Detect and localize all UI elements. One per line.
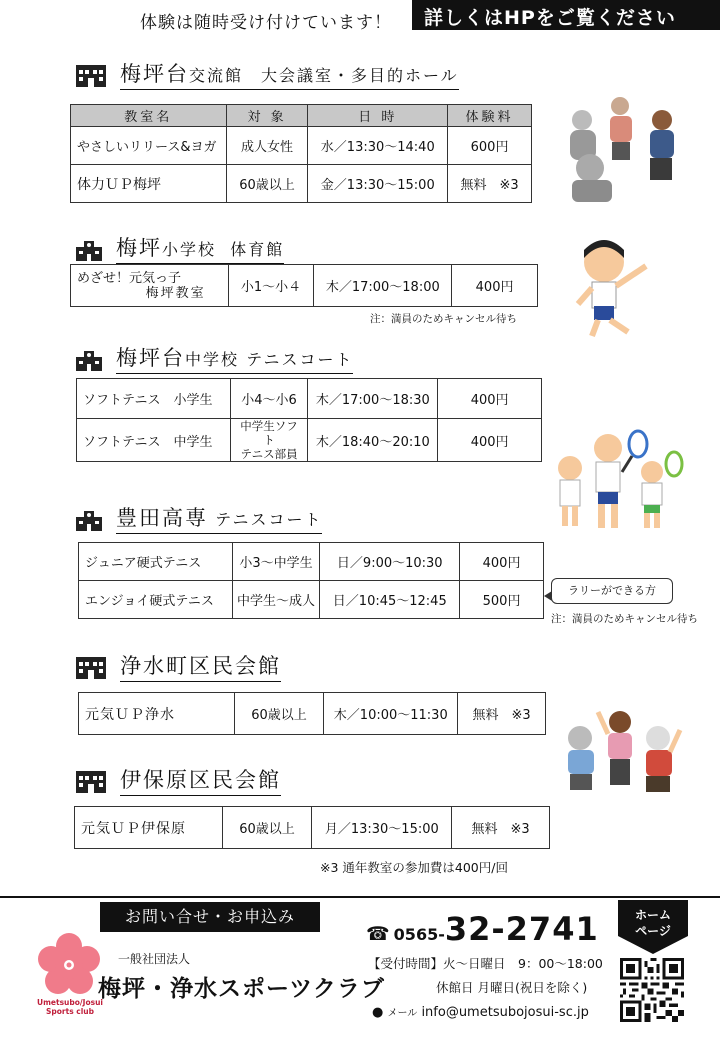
venue-heading-5 (76, 650, 281, 682)
class-name: ソフトテニス 小学生 (77, 379, 231, 419)
class-datetime: 木／17:00～18:30 (308, 379, 438, 419)
class-target: 60歳以上 (222, 807, 312, 849)
class-datetime: 月／13:30～15:00 (312, 807, 452, 849)
venue-name: 梅坪台 (116, 346, 185, 370)
closed-days: 休館日 月曜日(祝日を除く) (436, 980, 588, 995)
venue-name: 梅坪台 (120, 62, 189, 86)
venue-subname: 小学校 (162, 240, 217, 259)
child-running-illustration (572, 236, 656, 342)
table-row (75, 807, 550, 849)
class-fee: 500円 (460, 581, 544, 619)
table-row (71, 127, 532, 165)
homepage-tag[interactable]: ホーム ページ (618, 900, 688, 954)
class-name: ソフトテニス 中学生 (77, 419, 231, 462)
venue-facility: テニスコート (215, 510, 323, 529)
table-row (79, 543, 544, 581)
venue-facility: テニスコート (246, 350, 354, 369)
class-target: 中学生ソフト テニス部員 (230, 419, 308, 462)
class-target: 小4～小6 (230, 379, 308, 419)
footer (0, 896, 720, 1040)
reception-hours: 【受付時間】火～日曜日 9：00～18:00 (368, 956, 603, 971)
col-header-target: 対 象 (226, 105, 308, 127)
hp-banner[interactable]: 詳しくはHPをご覧ください (412, 0, 720, 30)
plum-blossom-logo (36, 932, 102, 998)
venue-name: 梅坪 (116, 236, 162, 260)
org-name: 梅坪・浄水スポーツクラブ (98, 976, 385, 1002)
class-table-3 (76, 378, 542, 462)
venue-facility: 体育館 (230, 240, 285, 259)
fee-footnote: ※3 通年教室の参加費は400円/回 (320, 860, 508, 875)
class-table-1 (70, 104, 532, 203)
class-target: 60歳以上 (234, 693, 324, 735)
class-name: 体力ＵＰ梅坪 (71, 165, 227, 203)
building-icon (76, 771, 106, 793)
venue-subname: 中学校 (185, 350, 240, 369)
class-fee: 無料 ※3 (448, 165, 532, 203)
venue-heading-4 (76, 502, 322, 534)
class-datetime: 木／10:00～11:30 (324, 693, 458, 735)
table-row (77, 379, 542, 419)
class-target: 中学生～成人 (232, 581, 320, 619)
col-header-datetime: 日 時 (308, 105, 448, 127)
building-icon (76, 65, 106, 87)
class-fee: 無料 ※3 (452, 807, 550, 849)
class-fee: 400円 (452, 265, 538, 307)
class-table-4 (78, 542, 544, 619)
contact-label: お問い合せ・お申込み (100, 902, 320, 932)
class-name: めざせ！元気っ子 梅坪教室 (71, 265, 229, 307)
qr-code-icon[interactable] (620, 958, 684, 1022)
venue-name: 伊保原区民会館 (120, 768, 281, 792)
class-name: エンジョイ硬式テニス (79, 581, 233, 619)
class-fee: 無料 ※3 (458, 693, 546, 735)
tennis-kids-illustration (552, 428, 686, 536)
class-datetime: 水／13:30～14:40 (308, 127, 448, 165)
class-name: ジュニア硬式テニス (79, 543, 233, 581)
waitlist-note: 注：満員のためキャンセル待ち (551, 613, 698, 625)
notice-text: 体験は随時受け付けています！ (140, 13, 392, 33)
class-target: 60歳以上 (226, 165, 308, 203)
school-icon (76, 351, 102, 371)
class-table-6 (74, 806, 550, 849)
class-datetime: 日／10:45～12:45 (320, 581, 460, 619)
class-target: 小1～小４ (228, 265, 314, 307)
rally-callout: ラリーができる方 (551, 578, 673, 604)
bullet-icon: ● (372, 1005, 384, 1020)
class-name: やさしいリリース&ヨガ (71, 127, 227, 165)
col-header-class: 教室名 (71, 105, 227, 127)
seniors-stretching-illustration (558, 704, 686, 796)
class-datetime: 木／18:40～20:10 (308, 419, 438, 462)
logo-caption: Umetsubo/Josui Sports club (37, 998, 103, 1016)
class-fee: 600円 (448, 127, 532, 165)
school-icon (76, 511, 102, 531)
venue-name: 豊田高専 (116, 506, 208, 530)
table-row (77, 419, 542, 462)
table-row (79, 581, 544, 619)
class-target: 成人女性 (226, 127, 308, 165)
org-type: 一般社団法人 (118, 952, 191, 966)
class-name: 元気ＵＰ伊保原 (75, 807, 223, 849)
class-target: 小3～中学生 (232, 543, 320, 581)
class-datetime: 金／13:30～15:00 (308, 165, 448, 203)
class-fee: 400円 (438, 419, 542, 462)
table-row (71, 265, 538, 307)
class-fee: 400円 (438, 379, 542, 419)
venue-heading-3 (76, 342, 353, 374)
email-address[interactable]: info@umetsubojosui-sc.jp (421, 1005, 589, 1020)
phone-number[interactable]: ☎ 0565- 32-2741 (366, 910, 599, 948)
venue-heading-6 (76, 764, 281, 796)
email-contact[interactable]: ● メール info@umetsubojosui-sc.jp (372, 1005, 589, 1020)
waitlist-note: 注：満員のためキャンセル待ち (370, 313, 517, 325)
class-datetime: 木／17:00～18:00 (314, 265, 452, 307)
class-datetime: 日／9:00～10:30 (320, 543, 460, 581)
phone-icon: ☎ (366, 923, 390, 945)
class-fee: 400円 (460, 543, 544, 581)
class-table-2 (70, 264, 538, 307)
class-table-5 (78, 692, 546, 735)
class-name: 元気ＵＰ浄水 (79, 693, 235, 735)
venue-heading-2 (76, 232, 284, 264)
seniors-exercise-illustration (562, 94, 688, 202)
venue-heading-1 (76, 58, 459, 90)
venue-subname: 交流館 大会議室・多目的ホール (189, 66, 459, 85)
col-header-fee: 体験料 (448, 105, 532, 127)
table-row (79, 693, 546, 735)
school-icon (76, 241, 102, 261)
building-icon (76, 657, 106, 679)
table-row (71, 165, 532, 203)
venue-name: 浄水町区民会館 (120, 654, 281, 678)
